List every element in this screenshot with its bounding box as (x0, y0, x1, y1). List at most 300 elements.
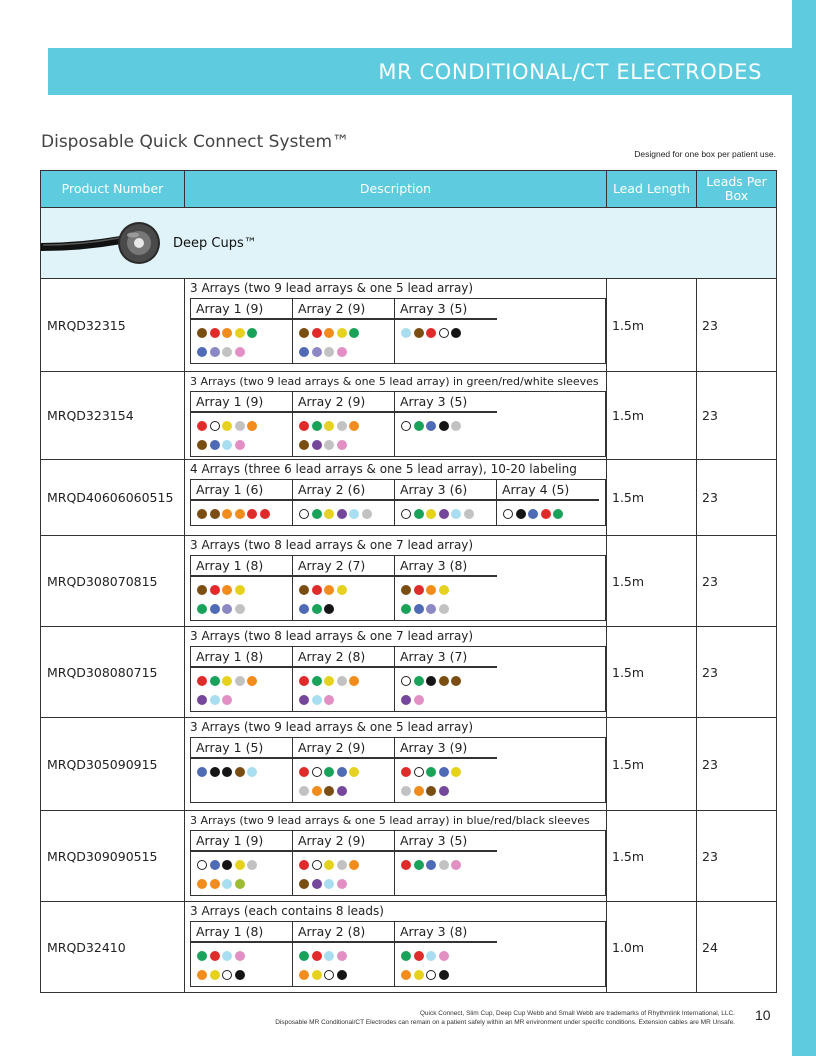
lead-color-dot (197, 951, 207, 961)
lead-color-dot (197, 421, 207, 431)
lead-color-dot (222, 879, 232, 889)
lead-color-dot (312, 440, 322, 450)
lead-color-dot (222, 328, 232, 338)
lead-color-dot (299, 786, 309, 796)
lead-color-dot (247, 860, 257, 870)
lead-color-dots (395, 943, 497, 986)
lead-color-dot (414, 786, 424, 796)
lead-color-dot (324, 786, 334, 796)
lead-color-dot (426, 421, 436, 431)
lead-color-dot (312, 421, 322, 431)
header-lead-length: Lead Length (607, 171, 697, 208)
lead-color-dot (210, 767, 220, 777)
lead-color-dot (401, 328, 411, 338)
lead-color-dot (426, 970, 436, 980)
dot-row (299, 342, 394, 361)
lead-color-dot (414, 509, 424, 519)
lead-color-dots (191, 668, 292, 711)
lead-color-dot (235, 970, 245, 980)
table-row (41, 279, 777, 372)
lead-color-dot (362, 509, 372, 519)
lead-length: 1.5m (607, 460, 697, 536)
lead-color-dots (293, 501, 394, 525)
lead-color-dot (312, 509, 322, 519)
dot-row (197, 690, 292, 709)
array-label: Array 3 (5) (395, 299, 497, 320)
lead-color-dot (235, 421, 245, 431)
lead-color-dot (337, 951, 347, 961)
header-product-number: Product Number (41, 171, 185, 208)
lead-color-dot (299, 860, 309, 870)
lead-color-dot (401, 767, 411, 777)
dot-row (503, 504, 599, 523)
lead-color-dot (439, 767, 449, 777)
lead-length: 1.5m (607, 279, 697, 372)
lead-color-dots (191, 759, 292, 783)
dot-row (401, 323, 497, 342)
lead-color-dot (299, 328, 309, 338)
lead-color-dot (210, 509, 220, 519)
lead-color-dot (426, 328, 436, 338)
lead-color-dot (235, 767, 245, 777)
lead-color-dot (414, 676, 424, 686)
lead-color-dot (439, 676, 449, 686)
lead-color-dot (439, 585, 449, 595)
product-number: MRQD308080715 (41, 627, 185, 718)
dot-row (197, 435, 292, 454)
dot-row (299, 504, 394, 523)
lead-color-dot (337, 585, 347, 595)
lead-color-dot (414, 328, 424, 338)
lead-color-dot (401, 604, 411, 614)
array-table (190, 555, 606, 621)
lead-color-dot (426, 604, 436, 614)
lead-color-dot (222, 421, 232, 431)
dot-row (401, 762, 497, 781)
lead-color-dot (324, 767, 334, 777)
array-label: Array 1 (5) (191, 738, 292, 759)
lead-color-dot (210, 860, 220, 870)
lead-length: 1.5m (607, 718, 697, 811)
lead-color-dot (324, 951, 334, 961)
array-label: Array 2 (8) (293, 647, 394, 668)
leads-per-box: 23 (697, 460, 777, 536)
lead-color-dot (299, 695, 309, 705)
table-body (41, 208, 777, 993)
product-number: MRQD309090515 (41, 811, 185, 902)
dot-row (299, 855, 394, 874)
lead-color-dot (451, 328, 461, 338)
lead-color-dot (197, 767, 207, 777)
dot-row (299, 435, 394, 454)
dot-row (197, 946, 292, 965)
table-row (41, 627, 777, 718)
lead-color-dots (191, 501, 292, 525)
lead-color-dot (401, 970, 411, 980)
dot-row (197, 323, 292, 342)
lead-color-dot (337, 347, 347, 357)
lead-color-dot (439, 970, 449, 980)
lead-color-dot (451, 676, 461, 686)
lead-color-dot (426, 509, 436, 519)
lead-color-dots (191, 852, 292, 895)
product-description (185, 902, 607, 993)
lead-color-dot (414, 585, 424, 595)
lead-color-dot (210, 879, 220, 889)
leads-per-box: 23 (697, 279, 777, 372)
lead-length: 1.5m (607, 811, 697, 902)
category-cell (41, 208, 777, 279)
dot-row (299, 762, 394, 781)
array-column (395, 556, 497, 620)
array-label: Array 3 (6) (395, 480, 496, 501)
lead-color-dot (324, 347, 334, 357)
mr-disclaimer: Disposable MR Conditional/CT Electrodes can remain on a patient safely within an MR environment under specific conditions. Extension cables are MR Unsafe. (275, 1019, 735, 1026)
deep-cup-electrode-image (41, 221, 165, 267)
array-label: Array 1 (9) (191, 392, 292, 413)
array-column (191, 922, 293, 986)
array-column (497, 480, 599, 525)
lead-color-dot (401, 676, 411, 686)
array-label: Array 2 (9) (293, 831, 394, 852)
dot-row (197, 855, 292, 874)
lead-color-dot (312, 767, 322, 777)
array-column (395, 299, 497, 363)
array-label: Array 4 (5) (497, 480, 599, 501)
lead-color-dot (426, 585, 436, 595)
lead-color-dot (426, 786, 436, 796)
product-number: MRQD40606060515 (41, 460, 185, 536)
lead-color-dot (210, 328, 220, 338)
lead-color-dots (293, 320, 394, 363)
lead-color-dot (197, 585, 207, 595)
lead-color-dot (299, 951, 309, 961)
dot-row (197, 599, 292, 618)
lead-color-dot (426, 676, 436, 686)
lead-color-dot (324, 328, 334, 338)
lead-color-dot (451, 421, 461, 431)
dot-row (197, 416, 292, 435)
lead-color-dot (299, 879, 309, 889)
lead-color-dot (197, 860, 207, 870)
lead-color-dot (312, 860, 322, 870)
array-label: Array 3 (9) (395, 738, 497, 759)
header-banner (48, 48, 792, 95)
dot-row (401, 671, 497, 690)
dot-row (299, 690, 394, 709)
lead-color-dot (439, 509, 449, 519)
table-header-row (41, 171, 777, 208)
lead-color-dot (312, 604, 322, 614)
product-description (185, 372, 607, 460)
array-column (191, 831, 293, 895)
lead-color-dot (235, 860, 245, 870)
lead-color-dot (299, 604, 309, 614)
lead-color-dot (349, 421, 359, 431)
lead-color-dot (222, 767, 232, 777)
dot-row (401, 416, 497, 435)
lead-color-dot (324, 440, 334, 450)
lead-length: 1.5m (607, 627, 697, 718)
lead-color-dot (210, 604, 220, 614)
page-number: 10 (755, 1007, 771, 1023)
dot-row (299, 874, 394, 893)
array-column (293, 299, 395, 363)
lead-color-dot (222, 676, 232, 686)
lead-color-dot (235, 585, 245, 595)
lead-color-dot (401, 585, 411, 595)
lead-color-dot (299, 509, 309, 519)
dot-row (299, 599, 394, 618)
lead-color-dot (260, 509, 270, 519)
array-table (190, 830, 606, 896)
lead-color-dot (222, 347, 232, 357)
array-column (293, 738, 395, 802)
dot-row (197, 965, 292, 984)
dot-row (197, 874, 292, 893)
lead-color-dot (324, 970, 334, 980)
lead-color-dot (210, 676, 220, 686)
array-table (190, 646, 606, 712)
lead-color-dot (414, 604, 424, 614)
lead-color-dots (395, 577, 497, 620)
array-table (190, 391, 606, 457)
lead-color-dot (197, 347, 207, 357)
product-number: MRQD32410 (41, 902, 185, 993)
lead-color-dot (222, 951, 232, 961)
table-row (41, 902, 777, 993)
lead-color-dot (528, 509, 538, 519)
dot-row (299, 580, 394, 599)
side-accent-bar (792, 0, 816, 1056)
lead-color-dots (395, 320, 497, 344)
lead-color-dot (312, 585, 322, 595)
dot-row (299, 781, 394, 800)
lead-color-dot (426, 860, 436, 870)
lead-color-dot (210, 970, 220, 980)
array-summary: 3 Arrays (two 9 lead arrays & one 5 lead array) in green/red/white sleeves (190, 375, 599, 388)
array-label: Array 1 (9) (191, 299, 292, 320)
lead-color-dot (439, 328, 449, 338)
lead-color-dot (312, 695, 322, 705)
lead-color-dot (235, 440, 245, 450)
lead-color-dot (337, 879, 347, 889)
array-column (293, 556, 395, 620)
lead-color-dot (349, 860, 359, 870)
array-label: Array 1 (8) (191, 922, 292, 943)
product-number: MRQD32315 (41, 279, 185, 372)
table-row (41, 536, 777, 627)
lead-color-dot (439, 604, 449, 614)
array-column (395, 922, 497, 986)
lead-color-dots (293, 413, 394, 456)
dot-row (401, 946, 497, 965)
lead-color-dot (401, 951, 411, 961)
lead-color-dot (337, 676, 347, 686)
product-number: MRQD323154 (41, 372, 185, 460)
section-note: Designed for one box per patient use. (634, 149, 776, 159)
lead-color-dot (247, 676, 257, 686)
lead-color-dot (349, 328, 359, 338)
leads-per-box: 23 (697, 718, 777, 811)
array-column (395, 480, 497, 525)
product-table (40, 170, 777, 993)
array-table (190, 298, 606, 364)
lead-color-dot (197, 676, 207, 686)
array-column (191, 556, 293, 620)
lead-color-dot (426, 951, 436, 961)
lead-color-dot (312, 347, 322, 357)
array-label: Array 1 (8) (191, 556, 292, 577)
header-description: Description (185, 171, 607, 208)
lead-color-dot (349, 676, 359, 686)
category-row (41, 208, 777, 279)
dot-row (401, 504, 496, 523)
array-label: Array 3 (5) (395, 392, 497, 413)
lead-color-dot (401, 860, 411, 870)
lead-color-dot (414, 860, 424, 870)
lead-color-dots (497, 501, 599, 525)
dot-row (401, 580, 497, 599)
product-description (185, 460, 607, 536)
lead-color-dot (197, 604, 207, 614)
leads-per-box: 23 (697, 372, 777, 460)
product-description (185, 718, 607, 811)
lead-color-dot (439, 421, 449, 431)
lead-color-dot (247, 767, 257, 777)
lead-color-dot (414, 951, 424, 961)
array-column (293, 647, 395, 711)
lead-color-dots (395, 501, 496, 525)
leads-per-box: 24 (697, 902, 777, 993)
product-description (185, 811, 607, 902)
lead-color-dot (324, 676, 334, 686)
trademark-note: Quick Connect, Slim Cup, Deep Cup Webb and Small Webb are trademarks of Rhythmlink International, LLC. (419, 1010, 735, 1017)
lead-color-dot (349, 767, 359, 777)
lead-color-dot (312, 328, 322, 338)
lead-color-dot (414, 970, 424, 980)
lead-color-dot (210, 951, 220, 961)
table-row (41, 811, 777, 902)
lead-color-dot (197, 970, 207, 980)
lead-color-dot (337, 440, 347, 450)
dot-row (401, 855, 497, 874)
lead-color-dot (414, 421, 424, 431)
array-label: Array 1 (9) (191, 831, 292, 852)
lead-color-dot (451, 767, 461, 777)
lead-color-dot (299, 585, 309, 595)
lead-color-dots (293, 943, 394, 986)
header-leads-per-box: Leads Per Box (697, 171, 777, 208)
category-label: Deep Cups™ (173, 235, 257, 251)
array-table (190, 479, 606, 526)
lead-color-dots (191, 943, 292, 986)
dot-row (299, 416, 394, 435)
lead-color-dots (395, 668, 497, 711)
lead-color-dot (324, 695, 334, 705)
leads-per-box: 23 (697, 536, 777, 627)
lead-color-dots (395, 852, 497, 876)
lead-color-dot (337, 328, 347, 338)
lead-color-dot (247, 421, 257, 431)
lead-color-dots (293, 759, 394, 802)
product-number: MRQD305090915 (41, 718, 185, 811)
dot-row (299, 323, 394, 342)
lead-color-dot (222, 440, 232, 450)
array-label: Array 2 (6) (293, 480, 394, 501)
lead-color-dots (293, 852, 394, 895)
dot-row (401, 690, 497, 709)
lead-color-dot (197, 509, 207, 519)
product-description (185, 627, 607, 718)
lead-color-dot (541, 509, 551, 519)
lead-color-dot (337, 421, 347, 431)
page-title: MR CONDITIONAL/CT ELECTRODES (378, 60, 762, 84)
lead-color-dot (222, 509, 232, 519)
lead-color-dot (439, 786, 449, 796)
lead-color-dot (210, 695, 220, 705)
footer-notes (275, 1009, 735, 1027)
array-label: Array 1 (8) (191, 647, 292, 668)
lead-color-dot (337, 970, 347, 980)
dot-row (197, 342, 292, 361)
array-summary: 3 Arrays (two 9 lead arrays & one 5 lead array) in blue/red/black sleeves (190, 814, 590, 827)
array-column (293, 392, 395, 456)
lead-color-dot (426, 767, 436, 777)
array-label: Array 3 (8) (395, 922, 497, 943)
lead-color-dots (293, 668, 394, 711)
lead-color-dot (312, 786, 322, 796)
lead-color-dots (395, 759, 497, 802)
lead-color-dot (451, 509, 461, 519)
lead-color-dot (235, 951, 245, 961)
array-column (293, 922, 395, 986)
dot-row (401, 965, 497, 984)
lead-color-dot (414, 695, 424, 705)
lead-color-dot (235, 347, 245, 357)
table-row (41, 718, 777, 811)
array-column (191, 299, 293, 363)
lead-color-dot (401, 695, 411, 705)
array-column (191, 480, 293, 525)
lead-length: 1.5m (607, 372, 697, 460)
array-label: Array 2 (7) (293, 556, 394, 577)
section-title: Disposable Quick Connect System™ (41, 132, 350, 152)
dot-row (401, 599, 497, 618)
dot-row (197, 671, 292, 690)
lead-color-dot (197, 440, 207, 450)
array-column (191, 647, 293, 711)
lead-color-dot (401, 786, 411, 796)
array-column (395, 392, 497, 456)
lead-color-dot (222, 970, 232, 980)
lead-color-dot (553, 509, 563, 519)
lead-color-dot (197, 695, 207, 705)
product-description (185, 536, 607, 627)
lead-color-dot (312, 676, 322, 686)
array-column (395, 738, 497, 802)
dot-row (299, 671, 394, 690)
lead-color-dot (235, 604, 245, 614)
lead-color-dot (210, 347, 220, 357)
lead-color-dot (222, 695, 232, 705)
lead-color-dot (312, 951, 322, 961)
array-label: Array 2 (8) (293, 922, 394, 943)
array-label: Array 1 (6) (191, 480, 292, 501)
lead-color-dots (293, 577, 394, 620)
lead-color-dot (324, 879, 334, 889)
lead-color-dot (337, 860, 347, 870)
